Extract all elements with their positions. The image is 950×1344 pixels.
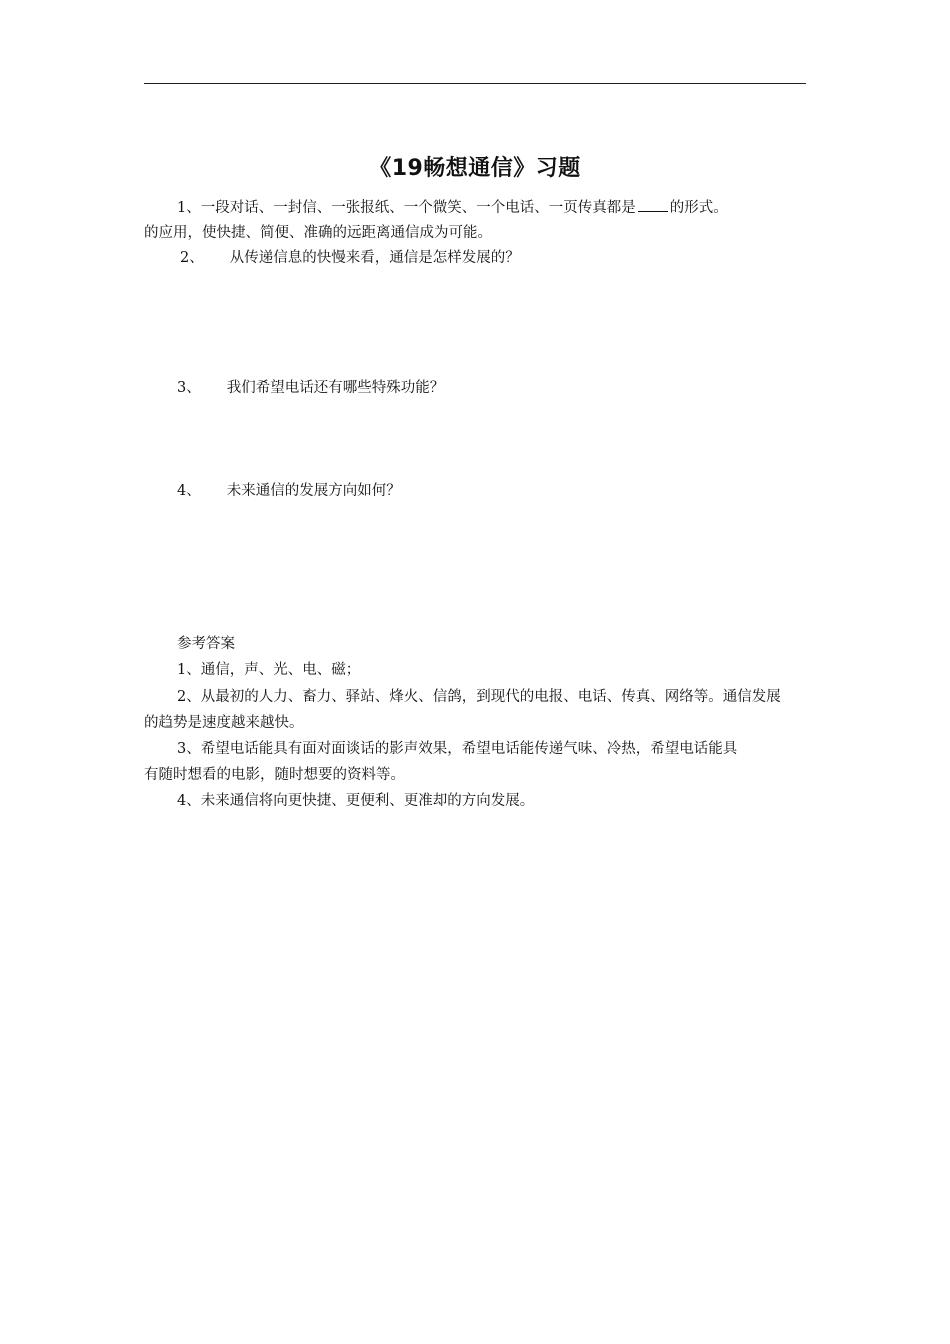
answer-3-line-1: 3、希望电话能具有面对面谈话的影声效果，希望电话能传递气味、冷热，希望电话能具 [177,741,738,757]
question-4-number: 4、 [177,483,201,499]
header-rule [144,83,806,84]
answers-heading: 参考答案 [177,636,235,652]
answer-1: 1、通信，声、光、电、磁； [177,662,361,678]
question-3 [177,378,444,398]
question-1-text-after: 的形式。 [669,200,728,216]
question-4 [177,481,401,501]
question-3-number: 3、 [177,380,201,396]
question-4-text: 未来通信的发展方向如何？ [226,483,401,499]
page-title: 《19畅想通信》习题 [369,156,581,181]
question-1-line-1 [177,197,728,218]
answer-4: 4、未来通信将向更快捷、更便利、更准却的方向发展。 [177,793,535,809]
question-3-text: 我们希望电话还有哪些特殊功能？ [226,380,445,396]
question-1-text-before: 1、一段对话、一封信、一张报纸、一个微笑、一个电话、一页传真都是 [177,200,636,216]
answer-2-line-1: 2、从最初的人力、畜力、驿站、烽火、信鸽，到现代的电报、电话、传真、网络等。通信发展 [177,689,781,705]
answer-2-line-2: 的趋势是速度越来越快。 [144,715,304,731]
question-1-blank [638,197,668,212]
question-2-number: 2、 [180,250,204,266]
answer-3-line-2: 有随时想看的电影，随时想要的资料等。 [144,767,405,783]
question-2 [180,248,520,268]
question-1-line-2: 的应用，使快捷、简便、准确的远距离通信成为可能。 [144,225,492,241]
question-2-text: 从传递信息的快慢来看，通信是怎样发展的？ [229,250,520,266]
